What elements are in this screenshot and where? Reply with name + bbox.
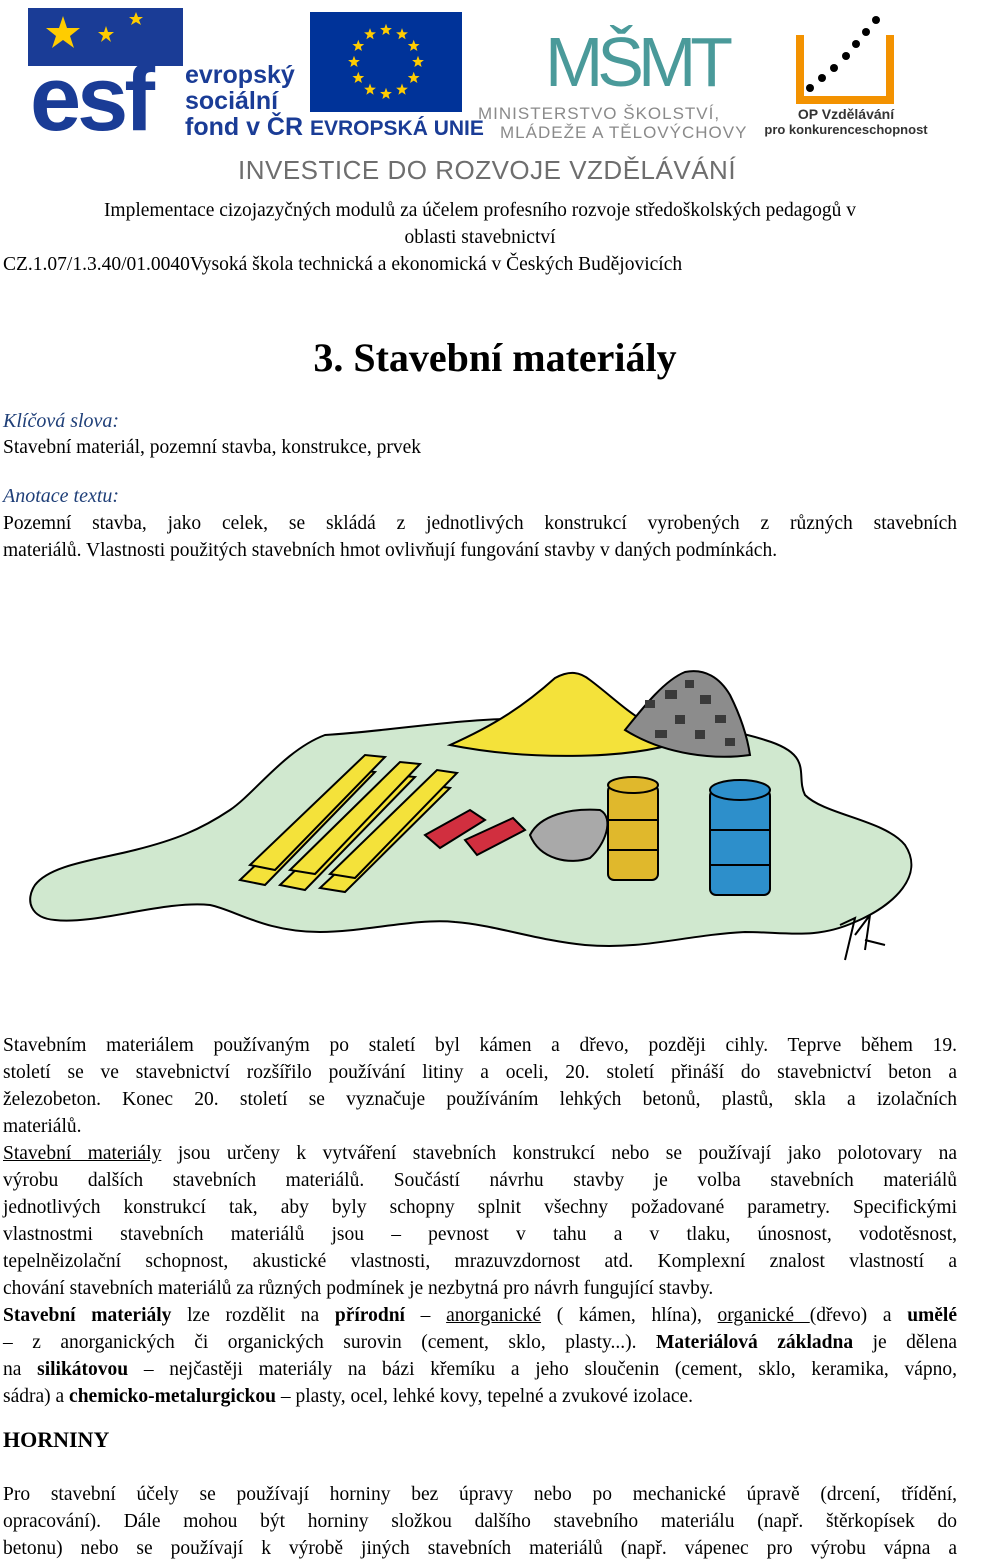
msmt-logo [545,8,728,103]
p4-line: Pro stavební účely se používají horniny bez úpravy nebo po mechanické úpravě (drcení, třídění, [3,1484,957,1505]
msmt-line2: MLÁDEŽE A TĚLOVÝCHOVY [500,123,748,142]
annotation-line2: materiálů. Vlastnosti použitých stavebních hmot ovlivňují fungování stavby v daných podmínkách. [3,540,778,561]
header-line2: oblasti stavebnictví [404,227,556,248]
term-umele: umělé [907,1305,958,1326]
term-organicke: organické [717,1305,810,1326]
keywords-text: Stavební materiál, pozemní stavba, konstrukce, prvek [3,437,422,458]
section-heading-horniny: HORNINY [3,1427,110,1452]
p4-line: betonu) nebo se používají k výrobě jiných stavebních materiálů (např. vápenec pro výrobu vápna a [3,1538,957,1559]
materials-illustration [25,660,910,995]
p3-text: (dřevo) a [809,1305,908,1326]
eu-flag [310,12,462,112]
p2-line: chování stavebních materiálů za různých podmínek je nezbytná pro návrh fungující stavby. [3,1278,714,1299]
term-anorganicke: anorganické [446,1305,542,1326]
stavebni-materialy-term: Stavební materiály [3,1143,162,1164]
annotation-label: Anotace textu: [3,485,120,507]
blue-barrel [710,780,770,895]
green-ground [30,719,911,946]
p3-text: – plasty, ocel, lehké kovy, tepelné a zvukové izolace. [275,1386,694,1407]
p4-line: opracování). Dále mohou být horniny složkou dalšího stavebního materiálu (např. štěrkopísek do [3,1511,957,1532]
p2-line: tepelněizolační schopnost, akustické vlastnosti, mrazuvzdornost atd. Komplexní znalost vlastností a [3,1251,957,1272]
term-prirodni: přírodní [334,1305,405,1326]
p2-text: jsou určeny k vytváření stavebních konstrukcí nebo se používají jako polotovary na [161,1143,957,1164]
p3-text: lze rozdělit na [171,1305,335,1326]
term-silikatovou: silikátovou [37,1359,129,1380]
p3-text: – z anorganických či organických surovin (cement, sklo, plasty...). [3,1332,656,1353]
p3-line [3,1329,957,1356]
op-line1: OP Vzdělávání [797,106,895,122]
artist-signature [840,915,885,960]
header-line3: CZ.1.07/1.3.40/01.0040Vysoká škola technická a ekonomická v Českých Budějovicích [3,254,683,275]
op-years: 2007-13 [884,62,894,96]
esf-mark: esf [30,48,151,150]
term-materialova-zakladna: Materiálová základna [655,1332,854,1353]
esf-line1: evropský [185,61,295,89]
p3-text: ( kámen, hlína), [541,1305,718,1326]
msmt-mark: MŠMT [545,23,728,101]
p1-line: železobeton. Konec 20. století se vyznačuje používáním lehkých betonů, plastů, skla a izolačních [3,1089,957,1110]
p3-line [3,1383,957,1410]
header-line1: Implementace cizojazyčných modulů za účelem profesního rozvoje středoškolských pedagogů v [103,200,857,221]
msmt-line1: MINISTERSTVO ŠKOLSTVÍ, [478,104,721,123]
logo-row [0,0,960,195]
eu-caption: EVROPSKÁ UNIE [310,117,484,140]
esf-line2: sociální [185,87,279,115]
p2-line: výrobu dalších stavebních materiálů. Součástí návrhu stavby je volba stavebních materiálů [3,1170,957,1191]
p3-text: je dělena [853,1332,957,1353]
keywords-label: Klíčová slova: [3,410,120,432]
term-chemicko-metalurgickou: chemicko-metalurgickou [69,1386,276,1407]
p1-line: Stavebním materiálem používaným po staletí byl kámen a dřevo, později cihly. Teprve během 19. [3,1035,957,1056]
p3-line [3,1302,957,1329]
p3-text: – [404,1305,447,1326]
p1-line: století se ve stavebnictví rozšířilo používání litiny a oceli, 20. století přináší do stavebnictví beton a [3,1062,957,1083]
p2-line [3,1140,957,1167]
op-logo [790,10,900,110]
investice-banner: INVESTICE DO ROZVOJE VZDĚLÁVÁNÍ [238,155,737,185]
annotation-line1: Pozemní stavba, jako celek, se skládá z jednotlivých konstrukcí vyrobených z různých stavebních [3,513,957,534]
op-line2: pro konkurenceschopnost [764,122,928,137]
term-stavebni-materialy: Stavební materiály [3,1305,172,1326]
p1-line: materiálů. [3,1116,82,1137]
p3-text: – nejčastěji materiály na bázi křemíku a jeho sloučenin (cement, sklo, keramika, vápno, [128,1359,958,1380]
p3-line [3,1356,957,1383]
p2-line: jednotlivých konstrukcí tak, aby byly schopny splnit všechny požadované parametry. Specifickými [3,1197,957,1218]
page-title: 3. Stavební materiály [313,335,677,380]
p2-line: vlastnostmi stavebních materiálů jsou – pevnost v tahu a v tlaku, únosnost, vodotěsnost, [3,1224,957,1245]
p3-text: na [3,1359,38,1380]
esf-line3: fond v ČR [185,113,304,141]
p3-text: sádra) a [3,1386,70,1407]
yellow-barrel [608,777,658,880]
